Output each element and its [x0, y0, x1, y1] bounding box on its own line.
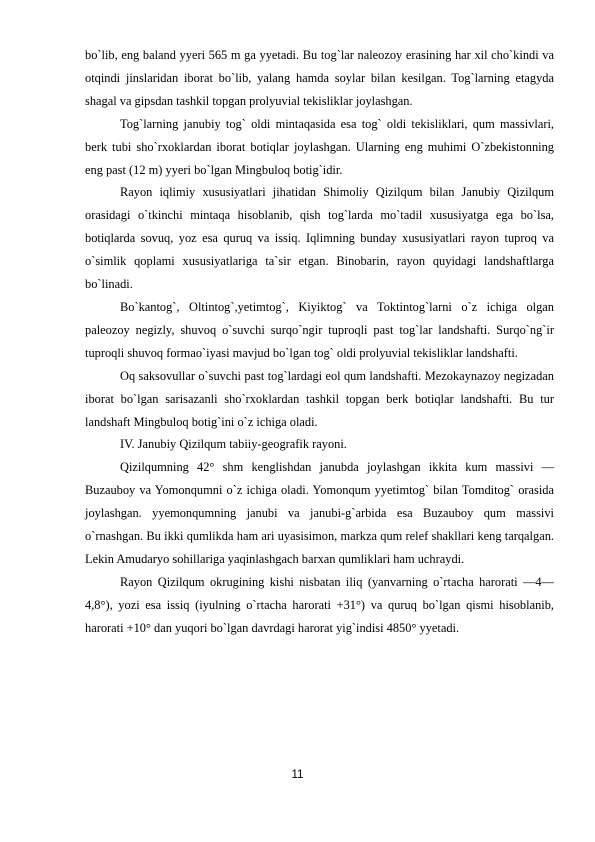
page-number: 11: [291, 769, 304, 781]
paragraph-temperature: Rayon Qizilqum okrugining kishi nisbatan iliq (yanvarning o`rtacha harorati —4—4,8°), yozi esa issiq (iyulning o`rtacha harorati +31°) va quruq bo`lgan qismi hisoblanib, harorati +10° dan yuqori bo`lgan davrdagi harorat yig`indisi 4850° yyetadi.: [85, 574, 554, 635]
paragraph-sand-landscape: Oq saksovullar o`suvchi past tog`lardagi eol qum landshafti. Mezokaynazoy negizadan iborat bo`lgan sarisazanli sho`rxoklardan tashkil topgan berk botiqlar landshafti. Bu tur landshaft Mingbuloq botig`ini o`z ichiga oladi.: [85, 368, 554, 429]
document-body: [85, 44, 554, 640]
paragraph-low-mountain-landscape: Bo`kantog`, Oltintog`,yetimtog`, Kiyiktog` va Toktintog`larni o`z ichiga olgan paleozoy negizly, shuvoq o`suvchi surqo`ngir tuproqli past tog`lar landshafti. Surqo`ng`ir tuproqli shuvoq formao`iyasi mavjud bo`lgan tog` oldi prolyuvial tekisliklar landshafti.: [85, 299, 554, 360]
paragraph-mountain-foothills: Tog`larning janubiy tog` oldi mintaqasida esa tog` oldi tekisliklari, qum massivlari, berk tubi sho`rxoklardan iborat botiqlar joylashgan. Ularning eng muhimi O`zbekistonning eng past (12 m) yyeri bo`lgan Mingbuloq botig`idir.: [85, 116, 554, 177]
paragraph-continuation: bo`lib, eng baland yyeri 565 m ga yyetadi. Bu tog`lar naleozoy erasining har xil cho`kindi va otqindi jinslaridan iborat bo`lib, yalang hamda soylar bilan kesilgan. Tog`larning etagyda shagal va gipsdan tashkil topgan prolyuvial tekisliklar joylashgan.: [85, 48, 554, 108]
paragraph-sand-massifs: Qizilqumning 42° shm kenglishdan janubda joylashgan ikkita kum massivi — Buzauboy va Yomonqumni o`z ichiga oladi. Yomonqum yyetimtog` bilan Tomditog` orasida joylashgan. yyemonqumning janubi va janubi-g`arbida esa Buzauboy qum massivi o`rnashgan. Bu ikki qumlikda ham ari uyasisimon, markza qum relef shakllari keng tarqalgan. Lekin Amudaryo sohillariga yaqinlashgach barxan qumliklari ham uchraydi.: [85, 460, 554, 566]
section-heading: IV. Janubiy Qizilqum tabiiy-geografik rayoni.: [120, 437, 347, 452]
paragraph-climate: Rayon iqlimiy xususiyatlari jihatidan Shimoliy Qizilqum bilan Janubiy Qizilqum orasidagi o`tkinchi mintaqa hisoblanib, qish tog`larda mo`tadil xususiyatga ega bo`lsa, botiqlarda sovuq, yoz esa quruq va issiq. Iqlimning bunday xususiyatlari rayon tuproq va o`simlik qoplami xususiyatlariga ta`sir etgan. Binobarin, rayon quyidagi landshaftlarga bo`linadi.: [85, 185, 554, 292]
